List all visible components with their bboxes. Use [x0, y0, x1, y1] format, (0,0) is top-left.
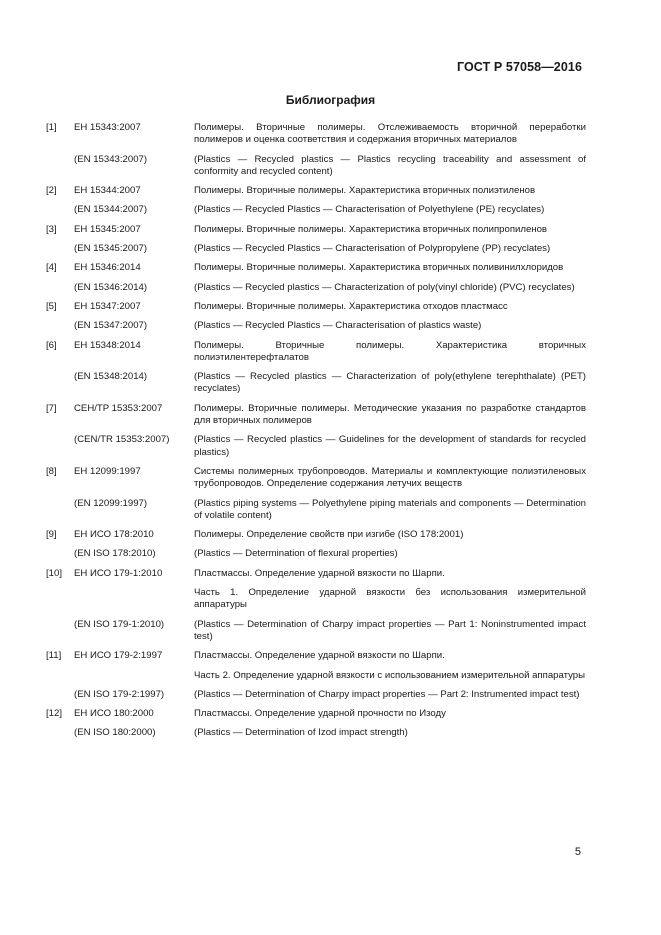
bibliography-line — [46, 340, 586, 365]
bibliography-list — [46, 122, 586, 747]
standard-reference: (EN 15347:2007) — [74, 320, 148, 332]
bibliography-entry — [46, 568, 586, 643]
standard-reference: ЕН ИСО 179-2:1997 — [74, 650, 163, 662]
standard-title: Полимеры. Определение свойств при изгибе (ISO 178:2001) — [194, 529, 464, 541]
bibliography-entry — [46, 650, 586, 701]
bibliography-line — [46, 243, 586, 255]
entry-number: [10] — [46, 567, 63, 579]
bibliography-line — [46, 204, 586, 216]
standard-title: (Plastics — Recycled Plastics — Characterisation of Polyethylene (PE) recyclates) — [194, 204, 545, 216]
entry-number — [46, 619, 74, 644]
entry-number — [46, 434, 74, 459]
standard-title: Системы полимерных трубопроводов. Материалы и комплектующие полиэтиленовых трубопроводов. Определение содержания летучих веществ — [194, 465, 586, 490]
standard-reference: (CEN/TR 15353:2007) — [74, 434, 170, 446]
standard-title: Полимеры. Вторичные полимеры. Характеристика вторичных полиэтилентерефталатов — [194, 339, 586, 363]
bibliography-line — [46, 568, 586, 580]
bibliography-line — [46, 301, 586, 313]
bibliography-entry — [46, 708, 586, 740]
standard-reference: (EN ISO 179-2:1997) — [74, 688, 165, 700]
bibliography-line — [46, 708, 586, 720]
standard-reference: ЕН 15345:2007 — [74, 223, 141, 235]
entry-number — [46, 204, 74, 216]
bibliography-line — [46, 670, 586, 682]
bibliography-line — [46, 262, 586, 274]
bibliography-entry — [46, 301, 586, 333]
bibliography-entry — [46, 185, 586, 217]
bibliography-entry — [46, 403, 586, 459]
standard-reference: ЕН ИСО 180:2000 — [74, 708, 154, 720]
standard-title: (Plastics — Determination of Izod impact strength) — [194, 727, 408, 739]
standard-reference: (EN 15345:2007) — [74, 243, 148, 255]
entry-number — [46, 587, 74, 612]
entry-number — [46, 548, 74, 560]
entry-number: [7] — [46, 402, 57, 414]
standard-title: Полимеры. Вторичные полимеры. Характеристика вторичных полиэтиленов — [194, 185, 536, 197]
bibliography-line — [46, 185, 586, 197]
bibliography-entry — [46, 122, 586, 178]
standard-reference: (EN ISO 180:2000) — [74, 727, 156, 739]
standard-reference: (EN ISO 179-1:2010) — [74, 618, 165, 630]
standard-title: (Plastics — Recycled plastics — Characterization of poly(vinyl chloride) (PVC) recyclates) — [194, 281, 575, 293]
standard-reference — [74, 587, 194, 612]
bibliography-entry — [46, 224, 586, 256]
standard-title: Пластмассы. Определение ударной вязкости по Шарпи. — [194, 567, 445, 579]
standard-reference: ЕН ИСО 178:2010 — [74, 529, 154, 541]
standard-reference: ЕН 12099:1997 — [74, 465, 141, 477]
bibliography-line — [46, 498, 586, 523]
standard-title: Пластмассы. Определение ударной прочности по Изоду — [194, 708, 446, 720]
standard-reference: (EN 15344:2007) — [74, 204, 148, 216]
entry-number: [6] — [46, 339, 57, 351]
standard-reference: (EN 15348:2014) — [74, 371, 148, 383]
standard-reference: ЕН 15343:2007 — [74, 122, 141, 133]
entry-number — [46, 282, 74, 294]
standard-title: (Plastics — Determination of flexural properties) — [194, 548, 398, 560]
entry-number — [46, 243, 74, 255]
bibliography-line — [46, 727, 586, 739]
standard-reference: ЕН 15347:2007 — [74, 300, 141, 312]
standard-reference: ЕН ИСО 179-1:2010 — [74, 567, 163, 579]
bibliography-line — [46, 619, 586, 644]
bibliography-line — [46, 650, 586, 662]
standard-reference: (EN 15343:2007) — [74, 153, 148, 165]
entry-number — [46, 498, 74, 523]
standard-title: (Plastics — Determination of Charpy impact properties — Part 1: Noninstrumented impact test) — [194, 618, 586, 642]
standard-reference: CEH/TP 15353:2007 — [74, 402, 163, 414]
standard-title: Полимеры. Вторичные полимеры. Характеристика вторичных поливинилхлоридов — [194, 262, 564, 274]
standard-title: (Plastics — Recycled plastics — Guidelines for the development of standards for recycled plastics) — [194, 434, 586, 458]
bibliography-line — [46, 320, 586, 332]
entry-number — [46, 727, 74, 739]
page-title: Библиография — [285, 93, 376, 107]
entry-number — [46, 371, 74, 396]
entry-number — [46, 670, 74, 682]
bibliography-line — [46, 587, 586, 612]
standard-reference: ЕН 15346:2014 — [74, 262, 141, 274]
standard-title: Пластмассы. Определение ударной вязкости по Шарпи. — [194, 650, 445, 662]
standard-title: Часть 2. Определение ударной вязкости с использованием измерительной аппаратуры — [194, 669, 586, 681]
standard-reference — [74, 670, 194, 682]
entry-number: [9] — [46, 529, 57, 541]
entry-number — [46, 154, 74, 179]
standard-title: (Plastics piping systems — Polyethylene piping materials and components — Determination of volatile content) — [194, 497, 586, 521]
entry-number: [2] — [46, 185, 57, 197]
standard-title: (Plastics — Determination of Charpy impact properties — Part 2: Instrumented impact test) — [194, 688, 580, 700]
entry-number: [5] — [46, 300, 57, 312]
standard-code: ГОСТ Р 57058—2016 — [456, 60, 582, 74]
standard-title: (Plastics — Recycled Plastics — Characterisation of Polypropylene (PP) recyclates) — [194, 243, 551, 255]
bibliography-line — [46, 466, 586, 491]
standard-title: Полимеры. Вторичные полимеры. Отслеживаемость вторичной переработки полимеров и оценка соответствия и содержания вторичных материалов — [194, 122, 586, 146]
bibliography-line — [46, 403, 586, 428]
page-number: 5 — [574, 846, 581, 858]
bibliography-line — [46, 122, 586, 147]
standard-title: Полимеры. Вторичные полимеры. Методические указания по разработке стандартов для вторичных полимеров — [194, 402, 586, 427]
bibliography-line — [46, 371, 586, 396]
standard-reference: ЕН 15344:2007 — [74, 185, 141, 197]
bibliography-line — [46, 689, 586, 701]
standard-title: Часть 1. Определение ударной вязкости без использования измерительной аппаратуры — [194, 587, 586, 611]
standard-title: Полимеры. Вторичные полимеры. Характеристика отходов пластмасс — [194, 300, 508, 312]
standard-title: (Plastics — Recycled Plastics — Characterisation of plastics waste) — [194, 320, 482, 332]
entry-number: [8] — [46, 465, 57, 477]
bibliography-line — [46, 154, 586, 179]
entry-number — [46, 320, 74, 332]
entry-number: [11] — [46, 650, 62, 662]
standard-title: Полимеры. Вторичные полимеры. Характеристика вторичных полипропиленов — [194, 223, 548, 235]
entry-number: [4] — [46, 262, 57, 274]
entry-number: [3] — [46, 223, 57, 235]
bibliography-entry — [46, 529, 586, 561]
bibliography-entry — [46, 466, 586, 522]
bibliography-line — [46, 529, 586, 541]
entry-number: [12] — [46, 708, 63, 720]
standard-title: (Plastics — Recycled plastics — Plastics recycling traceability and assessment of conformity and recycled content) — [194, 153, 586, 177]
standard-title: (Plastics — Recycled plastics — Characterization of poly(ethylene terephthalate) (PET) recyclates) — [194, 371, 586, 395]
bibliography-line — [46, 224, 586, 236]
standard-reference: (EN ISO 178:2010) — [74, 548, 156, 560]
entry-number — [46, 689, 74, 701]
standard-reference: (EN 12099:1997) — [74, 497, 148, 509]
bibliography-line — [46, 548, 586, 560]
bibliography-entry — [46, 340, 586, 396]
bibliography-line — [46, 282, 586, 294]
standard-reference: (EN 15346:2014) — [74, 281, 148, 293]
entry-number: [1] — [46, 122, 57, 133]
bibliography-line — [46, 434, 586, 459]
bibliography-entry — [46, 262, 586, 294]
standard-reference: ЕН 15348:2014 — [74, 339, 141, 351]
